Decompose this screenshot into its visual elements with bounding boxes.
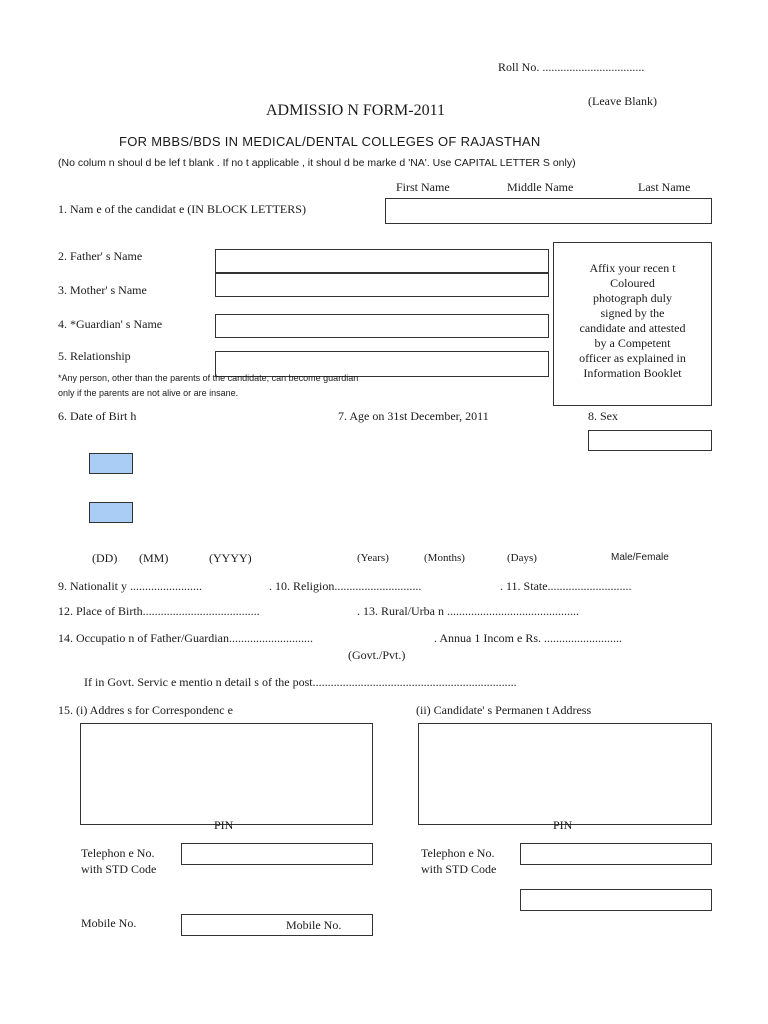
photo-text-line: Coloured: [610, 276, 655, 290]
correspondence-address-field[interactable]: [80, 723, 373, 825]
leave-blank-note: (Leave Blank): [588, 94, 657, 108]
annual-income-label: . Annua 1 Incom e Rs. ..........................: [434, 631, 622, 645]
nationality-label: 9. Nationalit y ........................: [58, 579, 202, 593]
telephone-label-permanent: Telephon e No.: [421, 846, 495, 860]
guardian-note-line-2: only if the parents are not alive or are insane.: [58, 388, 239, 398]
form-instruction: (No colum n shoul d be lef t blank . If no t applicable , it shoul d be marke d 'NA'. Use CAPITAL LETTER S only): [58, 157, 576, 169]
form-subtitle: FOR MBBS/BDS IN MEDICAL/DENTAL COLLEGES OF RAJASTHAN: [119, 134, 541, 149]
guardian-note-line-1: *Any person, other than the parents of the candidate, can become guardian: [58, 373, 359, 383]
mobile-field-correspondence[interactable]: [181, 914, 373, 936]
religion-label: . 10. Religion.............................: [269, 579, 422, 593]
correspondence-pin-label: PIN: [214, 818, 234, 832]
guardian-name-field[interactable]: [215, 314, 549, 338]
age-years-label: (Years): [357, 552, 389, 564]
form-title: ADMISSIO N FORM-2011: [266, 102, 445, 119]
mobile-label: Mobile No.: [81, 916, 137, 930]
date-of-birth-label: 6. Date of Birt h: [58, 409, 137, 423]
mobile-field-permanent[interactable]: [520, 889, 712, 911]
roll-number-label: Roll No. ..................................: [498, 60, 645, 74]
std-code-label-permanent: with STD Code: [421, 862, 497, 876]
govt-service-label: If in Govt. Servic e mentio n detail s of the post....................................................................: [84, 675, 517, 689]
candidate-name-label: 1. Nam e of the candidat e (IN BLOCK LETTERS): [58, 202, 306, 216]
photo-text-line: photograph duly: [593, 291, 672, 305]
photo-text-line: Information Booklet: [583, 366, 682, 380]
govt-pvt-label: (Govt./Pvt.): [348, 648, 406, 662]
age-days-label: (Days): [507, 552, 537, 564]
correspondence-address-label: 15. (i) Addres s for Correspondenc e: [58, 703, 233, 717]
age-input-box[interactable]: [89, 502, 133, 523]
dob-input-box[interactable]: [89, 453, 133, 474]
photo-text-line: candidate and attested: [579, 321, 686, 335]
telephone-field-correspondence[interactable]: [181, 843, 373, 865]
age-months-label: (Months): [424, 552, 465, 564]
sex-field[interactable]: [588, 430, 712, 451]
state-label: . 11. State............................: [500, 579, 632, 593]
photo-text-line: Affix your recen t: [589, 261, 676, 275]
age-label: 7. Age on 31st December, 2011: [338, 409, 489, 423]
mother-name-field[interactable]: [215, 273, 549, 297]
mobile-field-text: Mobile No.: [286, 918, 342, 932]
father-name-label: 2. Father' s Name: [58, 249, 143, 263]
first-name-header: First Name: [396, 180, 450, 194]
rural-urban-label: . 13. Rural/Urba n ............................................: [357, 604, 579, 618]
dob-mm-label: (MM): [139, 551, 169, 565]
dob-yyyy-label: (YYYY): [209, 551, 252, 565]
sex-label: 8. Sex: [588, 409, 618, 423]
photo-text-line: by a Competent: [594, 336, 671, 350]
photo-text-line: signed by the: [600, 306, 665, 320]
permanent-address-label: (ii) Candidate' s Permanen t Address: [416, 703, 592, 717]
guardian-name-label: 4. *Guardian' s Name: [58, 317, 163, 331]
candidate-name-field[interactable]: [385, 198, 712, 224]
father-name-field[interactable]: [215, 249, 549, 273]
permanent-address-field[interactable]: [418, 723, 712, 825]
photo-text-line: officer as explained in: [579, 351, 686, 365]
permanent-pin-label: PIN: [553, 818, 573, 832]
relationship-label: 5. Relationship: [58, 349, 131, 363]
photo-box[interactable]: [553, 242, 712, 406]
std-code-label-correspondence: with STD Code: [81, 862, 157, 876]
place-of-birth-label: 12. Place of Birth.......................................: [58, 604, 260, 618]
occupation-label: 14. Occupatio n of Father/Guardian............................: [58, 631, 313, 645]
male-female-label: Male/Female: [611, 552, 669, 563]
dob-dd-label: (DD): [92, 551, 118, 565]
mother-name-label: 3. Mother' s Name: [58, 283, 147, 297]
last-name-header: Last Name: [638, 180, 691, 194]
telephone-label-correspondence: Telephon e No.: [81, 846, 155, 860]
middle-name-header: Middle Name: [507, 180, 574, 194]
telephone-field-permanent[interactable]: [520, 843, 712, 865]
